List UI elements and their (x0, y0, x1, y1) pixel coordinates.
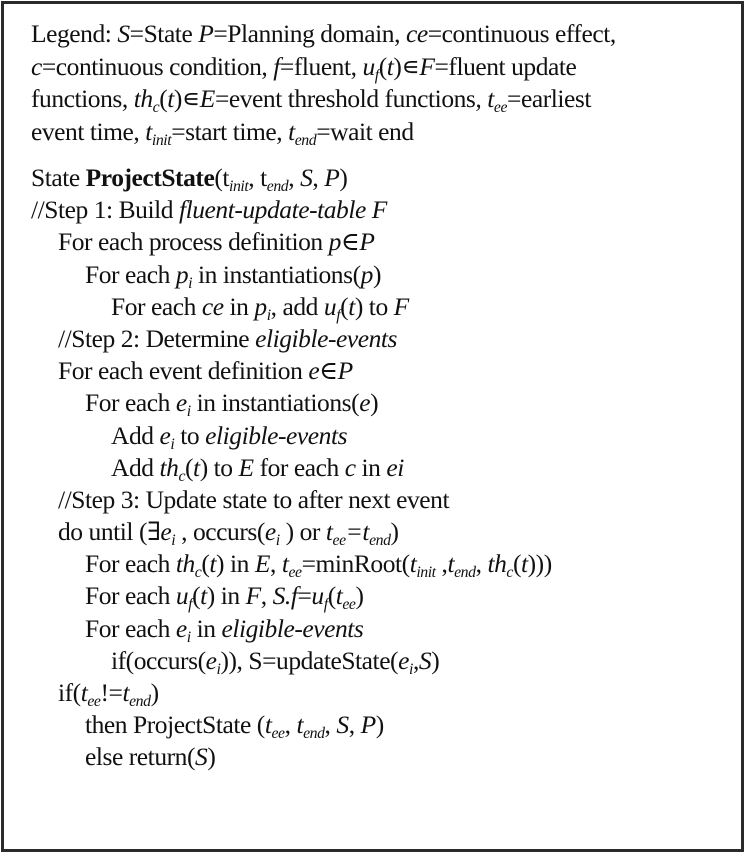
text-segment: end (369, 532, 391, 550)
text-segment: , occurs( (175, 517, 265, 547)
text-segment: , (435, 549, 448, 579)
text-segment: For each (85, 613, 176, 643)
text-segment: c (194, 564, 202, 582)
pseudocode-line (31, 645, 733, 677)
text-segment: t (362, 517, 370, 547)
text-segment: c (506, 564, 513, 582)
text-segment: in (355, 452, 387, 482)
pseudocode-line (31, 420, 733, 452)
pseudocode-line (31, 291, 733, 323)
pseudocode-line (31, 355, 733, 387)
text-segment: p (328, 227, 341, 257)
text-segment: t (447, 549, 455, 579)
text-segment: = (297, 581, 312, 611)
text-segment: )), S=updateState( (220, 645, 399, 675)
text-segment: e (398, 645, 409, 675)
text-segment: end (454, 564, 476, 582)
text-segment: eligible-events (221, 613, 364, 643)
text-segment: ( (378, 51, 387, 81)
text-segment: P (360, 710, 376, 740)
text-segment: if(occurs( (111, 645, 206, 675)
text-segment: eligible-events (255, 323, 398, 353)
text-segment: c (344, 452, 356, 482)
text-segment: ee (332, 532, 346, 550)
text-segment: e (160, 517, 172, 547)
text-segment: ( (185, 452, 194, 482)
text-segment: =continuous condition, (41, 51, 274, 81)
text-segment: e (175, 613, 187, 643)
text-segment: F (419, 51, 435, 81)
text-segment: ) (207, 742, 216, 772)
text-segment: u (323, 291, 337, 321)
pseudocode-line (31, 323, 733, 355)
section-gap (31, 148, 733, 162)
text-segment: ) (339, 163, 348, 192)
text-segment: P (337, 356, 353, 386)
text-segment: ) (150, 678, 159, 707)
text-segment: end (294, 131, 317, 149)
text-segment: ei (386, 452, 404, 482)
text-segment: end (303, 725, 325, 743)
pseudocode-line (31, 259, 733, 291)
pseudocode-block (31, 162, 733, 774)
text-segment: , (412, 645, 419, 675)
text-segment: th (159, 452, 179, 482)
text-segment: i (186, 628, 191, 646)
text-segment: ) (372, 259, 381, 289)
text-segment: in instantiations( (190, 388, 360, 418)
text-segment: ) (375, 710, 384, 740)
text-segment: t (200, 581, 207, 611)
text-segment: =start time, (171, 116, 289, 146)
text-segment: ee (288, 564, 302, 582)
text-segment: =earliest (507, 84, 592, 113)
text-segment: t (296, 710, 304, 740)
text-segment: ( (327, 581, 336, 611)
text-segment: S.f (272, 581, 298, 611)
text-segment: , (269, 549, 282, 579)
text-segment: t (209, 549, 217, 579)
text-segment: //Step 1: Build (31, 195, 179, 225)
text-segment: do until (∃ (58, 517, 161, 547)
text-segment: t (487, 84, 494, 113)
text-segment: c (152, 99, 160, 117)
text-segment: =event threshold functions (214, 84, 476, 113)
text-segment: ee (493, 99, 508, 117)
text-segment: t (264, 710, 272, 740)
text-segment: end (129, 693, 151, 711)
text-segment: for each (253, 452, 345, 482)
text-segment: u (362, 51, 375, 81)
text-segment: end (266, 178, 289, 196)
text-segment: //Step 3: Update state to after next event (58, 484, 450, 514)
pseudocode-line (31, 387, 733, 419)
text-segment: init (416, 564, 436, 582)
text-segment: For each process definition (58, 227, 329, 257)
text-segment: ( (192, 581, 201, 611)
text-segment: , (348, 710, 361, 740)
text-segment: =State (129, 19, 199, 48)
text-segment: ) (431, 645, 440, 675)
text-segment: f (323, 596, 328, 614)
text-segment: functions, (31, 84, 134, 113)
text-segment: ) (370, 388, 379, 418)
text-segment: , (475, 549, 488, 579)
text-segment: if( (58, 678, 81, 707)
text-segment: t (167, 84, 174, 113)
text-segment: t (80, 678, 88, 707)
text-segment: f (336, 306, 341, 324)
text-segment: , (475, 84, 482, 113)
text-segment: //Step 2: Determine (58, 323, 256, 353)
text-segment: (t (214, 163, 229, 192)
text-segment: i (171, 532, 176, 550)
text-segment: ce (405, 19, 428, 48)
text-segment: p (254, 291, 267, 321)
text-segment: ee (271, 725, 285, 743)
text-segment: i (170, 435, 175, 453)
text-segment: fluent-update-table F (178, 195, 387, 225)
legend-line (31, 83, 733, 116)
text-segment: to (174, 420, 206, 450)
text-segment: i (275, 532, 280, 550)
text-segment: in (190, 613, 222, 643)
text-segment: i (408, 660, 413, 678)
figure-content (31, 18, 733, 774)
text-segment: F (245, 581, 261, 611)
text-segment: S (418, 645, 432, 675)
algorithm-figure-frame (1, 1, 744, 852)
pseudocode-line (31, 516, 733, 548)
text-segment: e (308, 356, 320, 386)
text-segment: For each (85, 259, 176, 289)
pseudocode-line (31, 162, 733, 194)
text-segment: t (325, 517, 333, 547)
text-segment: ∈ (340, 227, 360, 257)
text-segment: E (199, 84, 215, 113)
text-segment: , add (270, 291, 324, 321)
pseudocode-line (31, 548, 733, 580)
text-segment: in (223, 291, 255, 321)
text-segment: e (159, 420, 171, 450)
text-segment: For each (85, 581, 176, 611)
text-segment: E (254, 549, 270, 579)
text-segment: in instantiations( (192, 259, 361, 289)
text-segment: , (284, 710, 297, 740)
pseudocode-line (31, 484, 733, 516)
legend-line (31, 51, 733, 84)
text-segment: State (31, 163, 86, 192)
text-segment: =fluent, (279, 51, 363, 81)
text-segment: c (178, 467, 185, 485)
text-segment: =continuous effect, (427, 19, 616, 48)
text-segment: init (229, 178, 249, 196)
pseudocode-line (31, 226, 733, 258)
text-segment: then ProjectState ( (85, 710, 265, 740)
legend-block (31, 18, 733, 148)
text-segment: f (374, 66, 379, 84)
text-segment: t (335, 581, 343, 611)
text-segment: p (360, 259, 373, 289)
text-segment: t (386, 51, 394, 81)
text-segment: t (193, 452, 200, 482)
text-segment: t (409, 549, 417, 579)
text-segment: f (273, 51, 280, 81)
text-segment: , (312, 163, 325, 192)
text-segment: ( (201, 549, 210, 579)
text-segment: ) in (216, 549, 255, 579)
text-segment: P (359, 227, 375, 257)
pseudocode-line (31, 580, 733, 612)
text-segment: =minRoot( (301, 549, 410, 579)
text-segment: =fluent update (434, 51, 577, 81)
text-segment: )∊ (173, 84, 200, 113)
text-segment: Add (111, 420, 160, 450)
text-segment: e (359, 388, 371, 418)
text-segment: )∊ (393, 51, 420, 81)
text-segment: ee (87, 693, 101, 711)
text-segment: event time, (31, 116, 146, 146)
pseudocode-line (31, 613, 733, 645)
text-segment: != (100, 678, 123, 707)
pseudocode-line (31, 677, 733, 709)
text-segment: t (288, 116, 295, 146)
text-segment: S (336, 710, 349, 740)
text-segment: S (300, 163, 313, 192)
text-segment: ( (512, 549, 521, 579)
pseudocode-line (31, 452, 733, 484)
text-segment: init (151, 131, 172, 149)
text-segment: ce (201, 291, 224, 321)
text-segment: c (31, 51, 42, 81)
text-segment: t (122, 678, 130, 707)
pseudocode-line (31, 741, 733, 773)
text-segment: ) (355, 581, 364, 611)
text-segment: For each (111, 291, 202, 321)
text-segment: P (198, 19, 214, 48)
text-segment: ( (340, 291, 349, 321)
text-segment: , (260, 581, 273, 611)
text-segment: eligible-events (205, 420, 348, 450)
text-segment: ) (390, 517, 399, 547)
text-segment: Add (111, 452, 160, 482)
text-segment: For each (85, 549, 176, 579)
text-segment: e (205, 645, 217, 675)
text-segment: i (216, 660, 221, 678)
text-segment: ) to (354, 291, 394, 321)
text-segment: i (186, 403, 191, 421)
pseudocode-line (31, 709, 733, 741)
text-segment: p (175, 259, 189, 289)
text-segment: =wait end (316, 116, 414, 146)
text-segment: ee (342, 596, 356, 614)
text-segment: For each event definition (58, 356, 309, 386)
text-segment: S (117, 19, 130, 48)
text-segment: ( (159, 84, 168, 113)
text-segment: Legend: (31, 19, 118, 48)
text-segment: = (345, 517, 363, 547)
text-segment: , t (248, 163, 267, 192)
text-segment: For each (85, 388, 176, 418)
text-segment: E (238, 452, 254, 482)
text-segment: F (393, 291, 409, 321)
text-segment: th (133, 84, 153, 113)
text-segment: u (175, 581, 189, 611)
text-segment: e (175, 388, 187, 418)
text-segment: t (348, 291, 355, 321)
text-segment: ))) (527, 549, 552, 579)
text-segment: u (311, 581, 324, 611)
text-segment: t (281, 549, 289, 579)
text-segment: ) in (206, 581, 246, 611)
text-segment: t (520, 549, 528, 579)
text-segment: i (188, 274, 193, 292)
text-segment: ProjectState (85, 163, 215, 192)
text-segment: else return( (85, 742, 195, 772)
text-segment: P (324, 163, 340, 192)
text-segment: ) to (199, 452, 239, 482)
text-segment: , (288, 163, 301, 192)
text-segment: e (264, 517, 276, 547)
text-segment: ∈ (319, 356, 338, 386)
text-segment: th (175, 549, 195, 579)
text-segment: ) or (279, 517, 326, 547)
pseudocode-line (31, 194, 733, 226)
text-segment: t (145, 116, 152, 146)
text-segment: f (188, 596, 193, 614)
text-segment: th (487, 549, 507, 579)
text-segment: S (195, 742, 208, 772)
text-segment: , (324, 710, 337, 740)
legend-line (31, 116, 733, 149)
text-segment: i (266, 306, 271, 324)
legend-line (31, 18, 733, 51)
text-segment: =Planning domain, (213, 19, 406, 48)
